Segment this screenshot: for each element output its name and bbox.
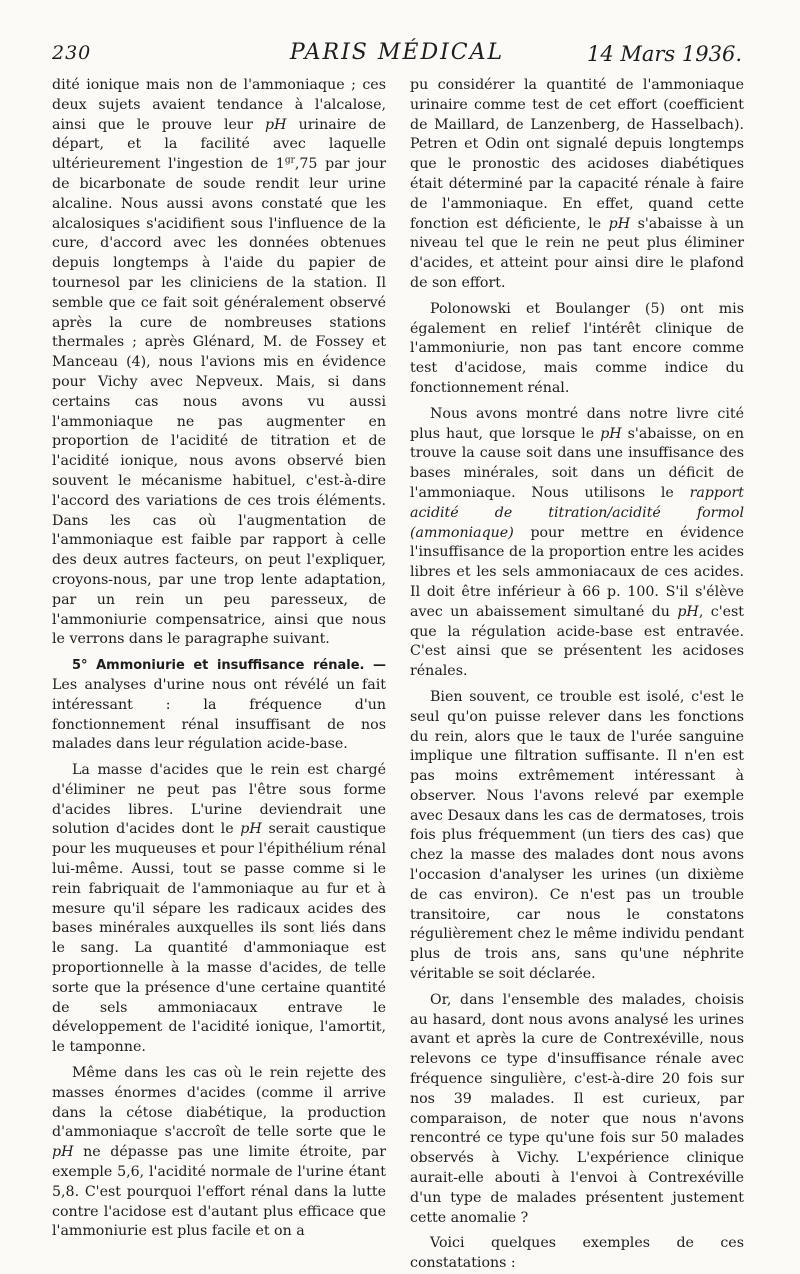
page-header bbox=[52, 40, 742, 74]
issue-date: 14 Mars 1936. bbox=[586, 42, 742, 66]
paragraph: Or, dans l'ensemble des malades, choisis au hasard, dont nous avons analysé les urines avant et après la cure de Contrexéville, nous relevons ce type d'insuffisance rénale avec fréquence singulière, c'est-à-dire 20 fois sur nos 39 malades. Il est curieux, par comparaison, de noter que nous n'avons rencontré ce type qu'une fois sur 50 malades observés à Vichy. L'expérience clinique aurait-elle abouti à l'envoi à Contrexéville d'un type de malades présentent justement cette anomalie ? bbox=[410, 991, 744, 1226]
left-column bbox=[52, 76, 386, 1242]
section-paragraph: 5° Ammoniurie et insuffisance rénale. — Les analyses d'urine nous ont révélé un fait intéressant : la fréquence d'un fonctionnement rénal insuffisant de nos malades dans leur régulation acide-base. bbox=[52, 658, 386, 753]
page-number: 230 bbox=[52, 42, 92, 64]
paragraph: Polonowski et Boulanger (5) ont mis également en relief l'intérêt clinique de l'ammoniurie, non pas tant encore comme test d'acidose, mais comme indice du fonctionnement rénal. bbox=[410, 300, 744, 396]
right-column bbox=[410, 76, 744, 1274]
paragraph: Bien souvent, ce trouble est isolé, c'est le seul qu'on puisse relever dans les fonctions du rein, alors que le taux de l'urée sanguine implique une filtration suffisante. Il n'en est pas moins extrêmement intéressant à observer. Nous l'avons relevé par exemple avec Desaux dans les cas de dermatoses, trois fois plus fréquemment (un tiers des cas) que chez la masse des malades dont nous avons l'occasion d'analyser les urines (un dixième de cas environ). Ce n'est pas un trouble transitoire, car nous le constatons régulièrement chez le même individu pendant plus de trois ans, sans qu'une néphrite véritable se soit déclarée. bbox=[410, 688, 744, 983]
paragraph: dité ionique mais non de l'ammoniaque ; ces deux sujets avaient tendance à l'alcalose, ainsi que le prouve leur pH urinaire de départ, et la facilité avec laquelle ultérieurement l'ingestion de $1^{gr},75$ par jour de bicarbonate de soude rendit leur urine alcaline. Nous aussi avons constaté que les alcalosiques s'acidifient sous l'influence de la cure, d'accord avec les données obtenues depuis longtemps à l'aide du papier de tournesol par les cliniciens de la station. Il semble que ce fait soit généralement observé après la cure de nombreuses stations thermales ; après Glénard, M. de Fossey et Manceau (4), nous l'avions mis en évidence pour Vichy avec Nepveux. Mais, si dans certains cas nous avons vu aussi l'ammoniaque ne pas augmenter en proportion de l'acidité de titration et de l'acidité ionique, nous avons observé bien souvent le mécanisme habituel, c'est-à-dire l'accord des variations de ces trois éléments. Dans les cas où l'augmentation de l'ammoniaque est faible par rapport à celle des deux autres facteurs, on peut l'expliquer, croyons-nous, par une trop lente adaptation, par un rein un peu paresseux, de l'ammoniurie compensatrice, ainsi que nous le verrons dans le paragraphe suivant. bbox=[52, 77, 386, 648]
paragraph: pu considérer la quantité de l'ammoniaque urinaire comme test de cet effort (coefficient de Maillard, de Lanzenberg, de Hasselbach). Petren et Odin ont signalé depuis longtemps que le pronostic des acidoses diabétiques était déterminé par la capacité rénale à faire de l'ammoniaque. En effet, quand cette fonction est déficiente, le pH s'abaisse à un niveau tel que le rein ne peut plus éliminer d'acides, et atteint pour ainsi dire le plafond de son effort. bbox=[410, 77, 744, 291]
paragraph: Voici quelques exemples de ces constatations : bbox=[410, 1235, 744, 1272]
paragraph: Même dans les cas où le rein rejette des masses énormes d'acides (comme il arrive dans la cétose diabétique, la production d'ammoniaque s'accroît de telle sorte que le pH ne dépasse pas une limite étroite, par exemple 5,6, l'acidité normale de l'urine étant 5,8. C'est pourquoi l'effort rénal dans la lutte contre l'acidose est d'autant plus efficace que l'ammoniurie est plus facile et on a bbox=[52, 1065, 386, 1240]
paragraph: Nous avons montré dans notre livre cité plus haut, que lorsque le pH s'abaisse, on en trouve la cause soit dans une insuffisance des bases minérales, soit dans un déficit de l'ammoniaque. Nous utilisons le rapport acidité de titration/acidité formol (ammoniaque) pour mettre en évidence l'insuffisance de la proportion entre les acides libres et les sels ammoniacaux de ces acides. Il doit être inférieur à 66 p. 100. S'il s'élève avec un abaissement simultané du pH, c'est que la régulation acide-base est entravée. C'est ainsi que se présentent les acidoses rénales. bbox=[410, 405, 744, 680]
journal-title: PARIS MÉDICAL bbox=[289, 40, 505, 65]
section-heading: 5° Ammoniurie et insuffisance rénale. — bbox=[72, 658, 386, 674]
paragraph: La masse d'acides que le rein est chargé d'éliminer ne peut pas l'être sous forme d'acides libres. L'urine deviendrait une solution d'acides dont le pH serait caustique pour les muqueuses et pour l'épithélium rénal lui-même. Aussi, tout se passe comme si le rein fabriquait de l'ammoniaque au fur et à mesure qu'il sépare les radicaux acides des bases minérales auxquelles ils sont liés dans le sang. La quantité d'ammoniaque est proportionnelle à la masse d'acides, de telle sorte que la présence d'une certaine quantité de sels ammoniacaux entrave le développement de l'acidité ionique, l'amortit, le tamponne. bbox=[52, 762, 386, 1056]
